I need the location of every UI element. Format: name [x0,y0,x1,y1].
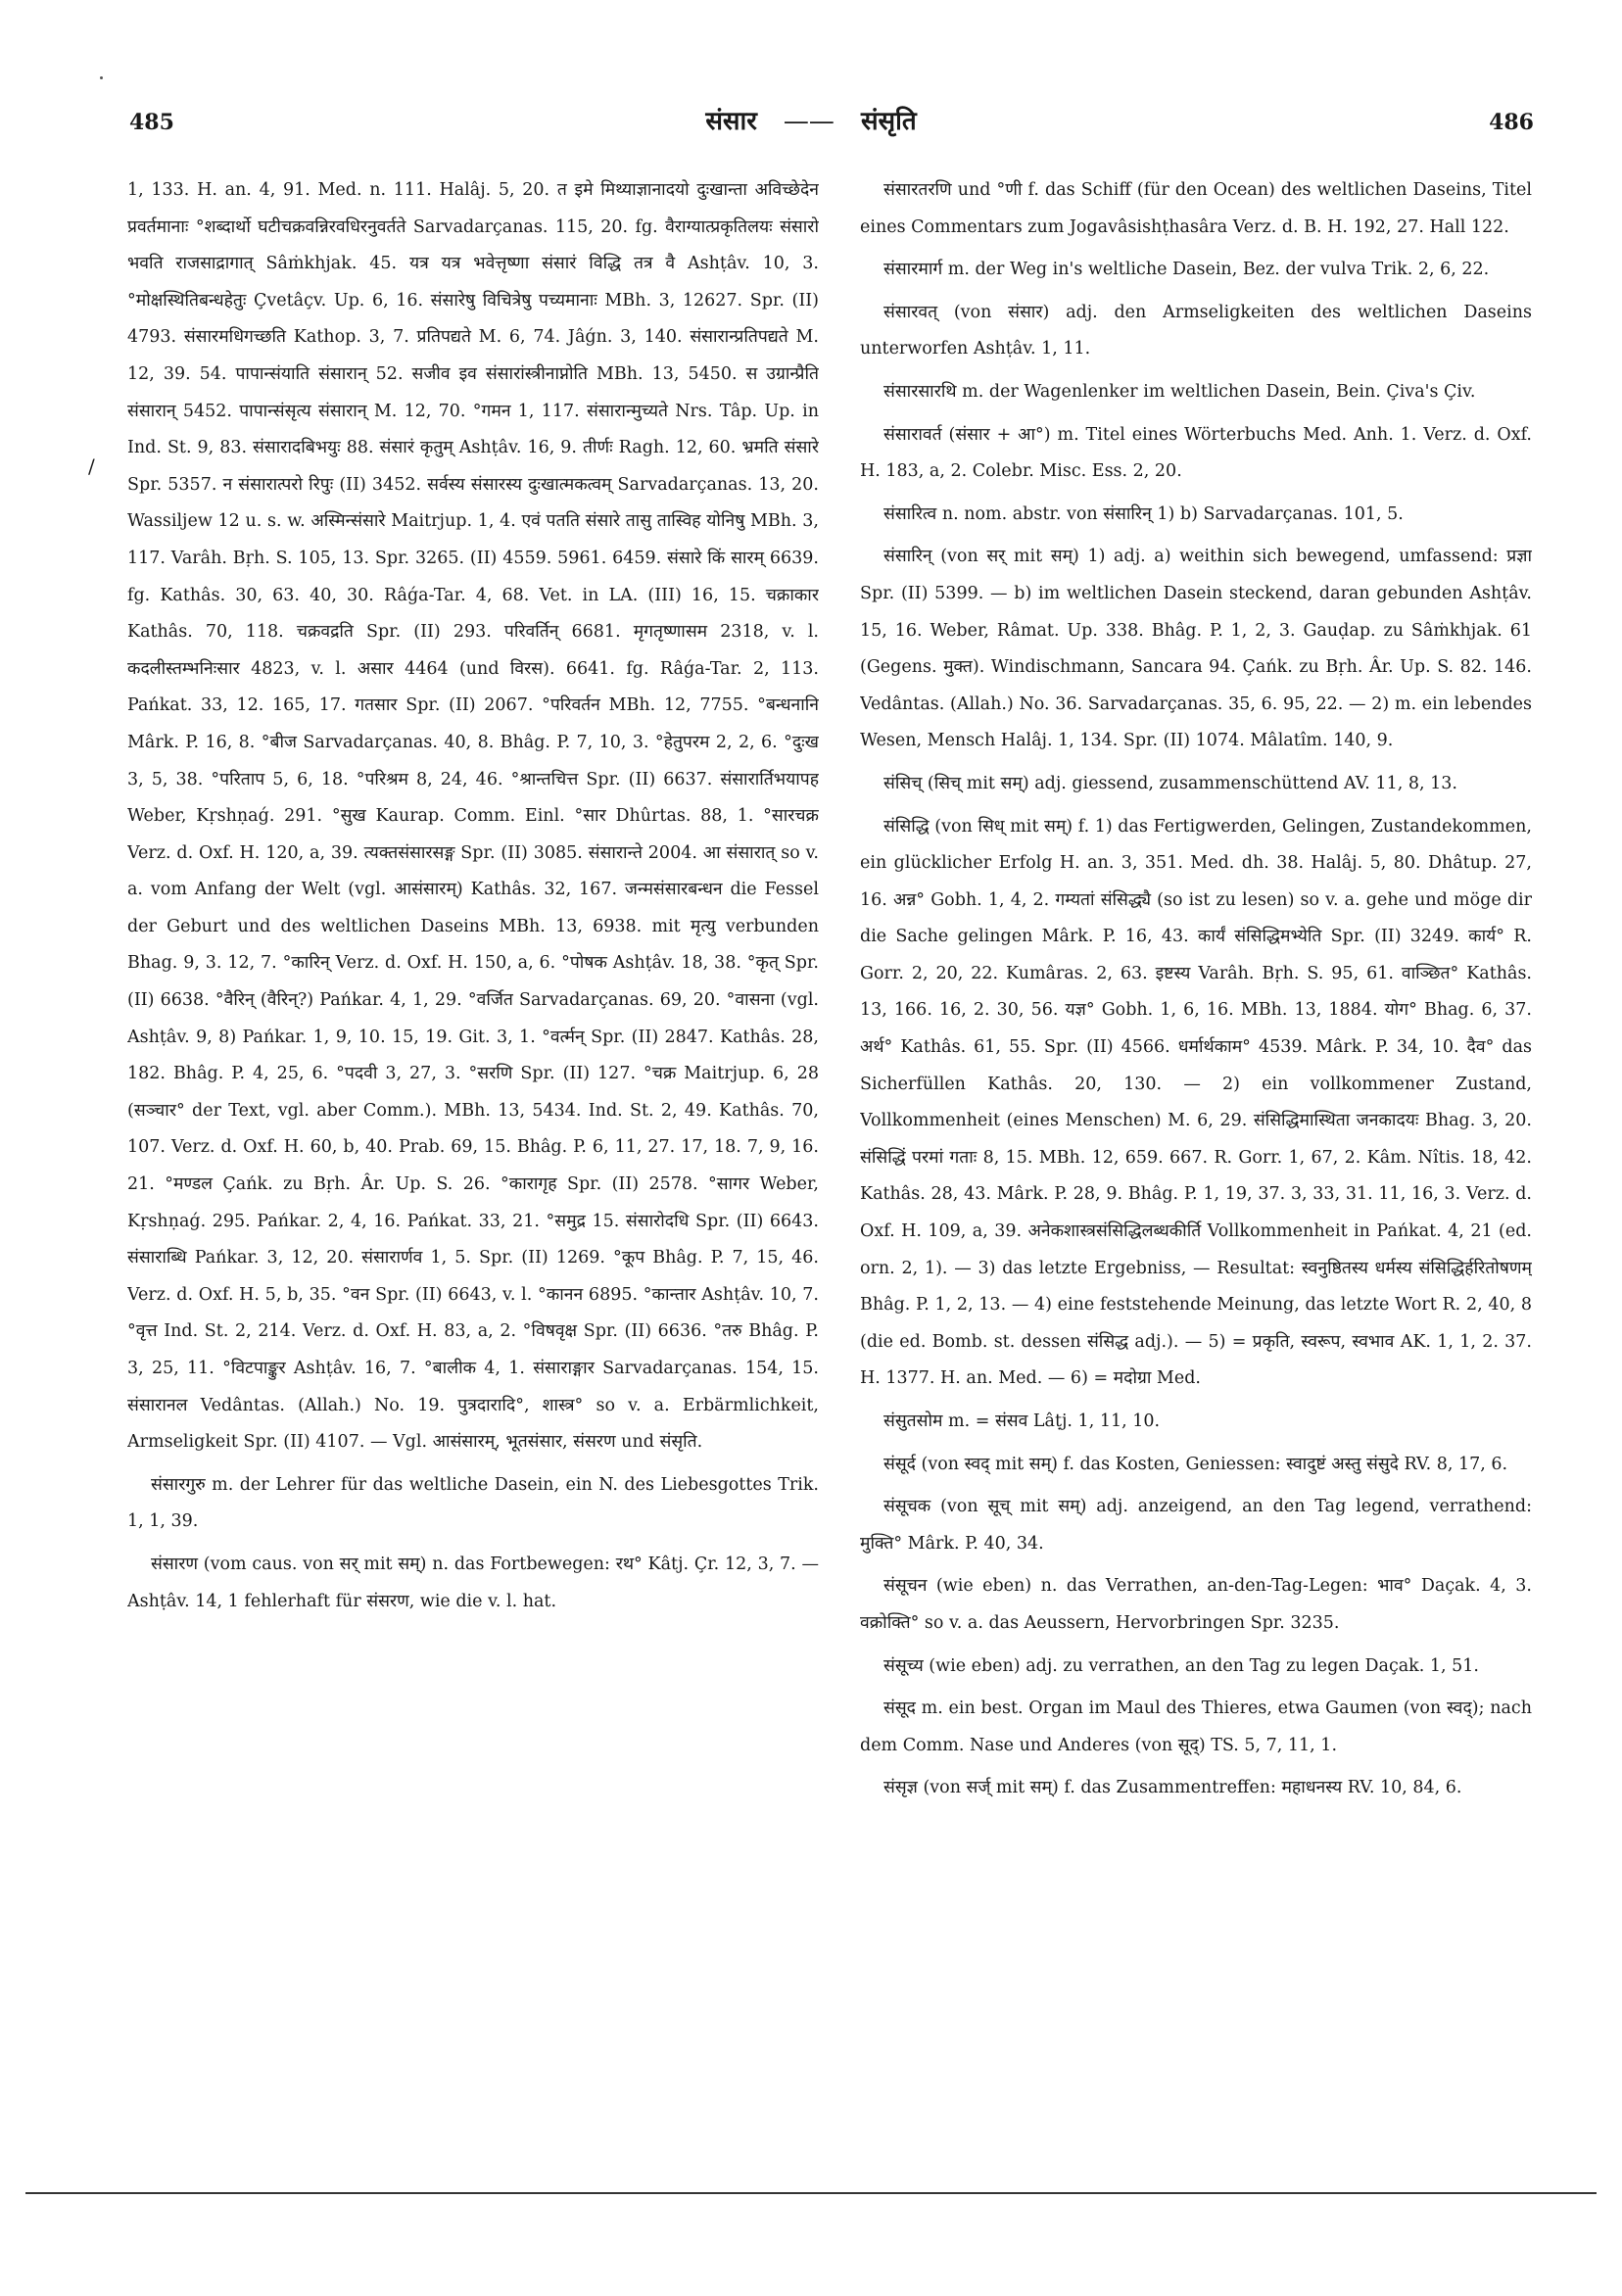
running-head [0,102,1622,137]
speck-mark [100,76,103,79]
page-number-right: 486 [1489,110,1534,135]
entry-paragraph: संसारतरणि und °णी f. das Schiff (für den Ocean) des weltlichen Daseins, Titel eines Commentars zum Jogavâsishṭhasâra Verz. d. B. H. 192, 27. Hall 122. [860,180,1532,237]
running-head-left: संसार [705,107,757,136]
left-column [127,172,819,1965]
right-column [860,172,1532,1965]
entry-paragraph: संसिद्धि (von सिध् mit सम्) f. 1) das Fertigwerden, Gelingen, Zustandekommen, ein glücklicher Erfolg H. an. 3, 351. Med. dh. 38. Halâj. 5, 80. Dhâtup. 27, 16. अन्न° Gobh. 1, 4, 2. गम्यतां संसिद्ध्यै (so ist zu lesen) so v. a. gehe und möge dir die Sache gelingen Mârk. P. 16, 43. कार्यं संसिद्धिमभ्येति Spr. (II) 3249. कार्य° R. Gorr. 2, 20, 22. Kumâras. 2, 63. इष्टस्य Varâh. Bṛh. S. 95, 61. वाञ्छित° Kathâs. 13, 166. 16, 2. 30, 56. यज्ञ° Gobh. 1, 6, 16. MBh. 13, 1884. योग° Bhag. 6, 37. अर्थ° Kathâs. 61, 55. Spr. (II) 4566. धर्मार्थकाम° 4539. Mârk. P. 34, 10. दैव° das Sicherfüllen Kathâs. 20, 130. — 2) ein vollkommener Zustand, Vollkommenheit (eines Menschen) M. 6, 29. संसिद्धिमास्थिता जनकादयः Bhag. 3, 20. संसिद्धिं परमां गताः 8, 15. MBh. 12, 659. 667. R. Gorr. 1, 67, 2. Kâm. Nîtis. 18, 42. Kathâs. 28, 43. Mârk. P. 28, 9. Bhâg. P. 1, 19, 37. 3, 33, 31. 11, 16, 3. Verz. d. Oxf. H. 109, a, 39. अनेकशास्त्रसंसिद्धिलब्धकीर्ति Vollkommenheit in Pańkat. 4, 21 (ed. orn. 2, 1). — 3) das letzte Ergebniss, — Resultat: स्वनुष्ठितस्य धर्मस्य संसिद्धिर्हरितोषणम् Bhâg. P. 1, 2, 13. — 4) eine feststehende Meinung, das letzte Wort R. 2, 40, 8 (die ed. Bomb. st. dessen संसिद्ध adj.). — 5) = प्रकृति, स्वरूप, स्वभाव AK. 1, 1, 2. 37. H. 1377. H. an. Med. — 6) = मदोग्रा Med. [860,816,1532,1389]
margin-mark: / [88,454,95,478]
entry-paragraph: संसारित्व n. nom. abstr. von संसारिन् 1) b) Sarvadarçanas. 101, 5. [883,503,1404,524]
entry-paragraph: संसूचन (wie eben) n. das Verrathen, an-den-Tag-Legen: भाव° Daçak. 4, 3. वक्रोक्ति° so v. a. das Aeussern, Hervorbringen Spr. 3235. [860,1576,1532,1633]
running-head-dash: —— [783,107,835,136]
entry-paragraph: संसूद m. ein best. Organ im Maul des Thieres, etwa Gaumen (von स्वद्); nach dem Comm. Nase und Anderes (von सूद्) TS. 5, 7, 11, 1. [860,1698,1532,1755]
entry-paragraph: संसारावर्त (संसार + आ°) m. Titel eines Wörterbuchs Med. Anh. 1. Verz. d. Oxf. H. 183, a, 2. Colebr. Misc. Ess. 2, 20. [860,424,1532,482]
entry-paragraph: संसृज्ञ (von सर्ज् mit सम्) f. das Zusammentreffen: महाधनस्य RV. 10, 84, 6. [883,1778,1462,1798]
entry-paragraph: संसारगुरु m. der Lehrer für das weltliche Dasein, ein N. des Liebesgottes Trik. 1, 1, 39. [127,1474,819,1532]
entry-paragraph: संसुतसोम m. = संसव Lâṭj. 1, 11, 10. [883,1411,1161,1431]
entry-paragraph: संसूर्द (von स्वद् mit सम्) f. das Kosten, Geniessen: स्वादुष्टं अस्तु संसुदे RV. 8, 17, 6. [883,1454,1508,1474]
entry-paragraph: संसारिन् (von सर् mit सम्) 1) adj. a) weithin sich bewegend, umfassend: प्रज्ञा Spr. (II) 5399. — b) im weltlichen Dasein steckend, daran gebunden Ashṭâv. 15, 16. Weber, Râmat. Up. 338. Bhâg. P. 1, 2, 3. Gauḍap. zu Sâṁkhjak. 61 (Gegens. मुक्त). Windischmann, Sancara 94. Çańk. zu Bṛh. Âr. Up. S. 82. 146. Vedântas. (Allah.) No. 36. Sarvadarçanas. 35, 6. 95, 22. — 2) m. ein lebendes Wesen, Mensch Halâj. 1, 134. Spr. (II) 1074. Mâlatîm. 140, 9. [860,547,1532,751]
running-head-right: संसृति [860,107,917,136]
entry-paragraph: 1, 133. H. an. 4, 91. Med. n. 111. Halâj. 5, 20. त इमे मिथ्याज्ञानादयो दुःखान्ता अविच्छेदेन प्रवर्तमानाः °शब्दार्थो घटीचक्रवन्निरवधिरनुवर्तते Sarvadarçanas. 115, 20. fg. वैराग्यात्प्रकृतिलयः संसारो भवति राजसाद्रागात् Sâṁkhjak. 45. यत्र यत्र भवेत्तृष्णा संसारं विद्धि तत्र वै Ashṭâv. 10, 3. °मोक्षस्थितिबन्धहेतुः Çvetâçv. Up. 6, 16. संसारेषु विचित्रेषु पच्यमानाः MBh. 3, 12627. Spr. (II) 4793. संसारमधिगच्छति Kathop. 3, 7. प्रतिपद्यते M. 6, 74. Jâǵn. 3, 140. संसारान्प्रतिपद्यते M. 12, 39. 54. पापान्संयाति संसारान् 52. सजीव इव संसारांस्त्रीनाप्नोति MBh. 13, 5450. स उग्रान्प्रैति संसारान् 5452. पापान्संसृत्य संसारान् M. 12, 70. °गमन 1, 117. संसारान्मुच्यते Nrs. Tâp. Up. in Ind. St. 9, 83. संसारादबिभयुः 88. संसारं कृतुम् Ashṭâv. 16, 9. तीर्णः Ragh. 12, 60. भ्रमति संसारे Spr. 5357. न संसारात्परो रिपुः (II) 3452. सर्वस्य संसारस्य दुःखात्मकत्वम् Sarvadarçanas. 13, 20. Wassiljew 12 u. s. w. अस्मिन्संसारे Maitrjup. 1, 4. एवं पतति संसारे तासु तास्विह योनिषु MBh. 3, 117. Varâh. Bṛh. S. 105, 13. Spr. 3265. (II) 4559. 5961. 6459. संसारे किं सारम् 6639. fg. Kathâs. 30, 63. 40, 30. Râǵa-Tar. 4, 68. Vet. in LA. (III) 16, 15. चक्राकार Kathâs. 70, 118. चक्रवद्रति Spr. (II) 293. परिवर्तिन् 6681. मृगतृष्णासम 2318, v. l. कदलीस्तम्भनिःसार 4823, v. l. असार 4464 (und विरस). 6641. fg. Râǵa-Tar. 2, 113. Pańkat. 33, 12. 165, 17. गतसार Spr. (II) 2067. °परिवर्तन MBh. 12, 7755. °बन्धनानि Mârk. P. 16, 8. °बीज Sarvadarçanas. 40, 8. Bhâg. P. 7, 10, 3. °हेतुपरम 2, 2, 6. °दुःख 3, 5, 38. °परिताप 5, 6, 18. °परिश्रम 8, 24, 46. °श्रान्तचित्त Spr. (II) 6637. संसारार्तिभयापह Weber, Kṛshṇaǵ. 291. °सुख Kaurap. Comm. Einl. °सार Dhûrtas. 88, 1. °सारचक्र Verz. d. Oxf. H. 120, a, 39. त्यक्तसंसारसङ्ग Spr. (II) 3085. संसारान्ते 2004. आ संसारात् so v. a. vom Anfang der Welt (vgl. आसंसारम्) Kathâs. 32, 167. जन्मसंसारबन्धन die Fessel der Geburt und des weltlichen Daseins MBh. 13, 6938. mit मृत्यु verbunden Bhag. 9, 3. 12, 7. °कारिन् Verz. d. Oxf. H. 150, a, 6. °पोषक Ashṭâv. 18, 38. °कृत् Spr. (II) 6638. °वैरिन् (वैरिन्?) Pańkar. 4, 1, 29. °वर्जित Sarvadarçanas. 69, 20. °वासना (vgl. Ashṭâv. 9, 8) Pańkar. 1, 9, 10. 15, 19. Git. 3, 1. °वर्त्मन् Spr. (II) 2847. Kathâs. 28, 182. Bhâg. P. 4, 25, 6. °पदवी 3, 27, 3. °सरणि Spr. (II) 127. °चक्र Maitrjup. 6, 28 (सञ्चार° der Text, vgl. aber Comm.). MBh. 13, 5434. Ind. St. 2, 49. Kathâs. 70, 107. Verz. d. Oxf. H. 60, b, 40. Prab. 69, 15. Bhâg. P. 6, 11, 27. 17, 18. 7, 9, 16. 21. °मण्डल Çańk. zu Bṛh. Âr. Up. S. 26. °कारागृह Spr. (II) 2578. °सागर Weber, Kṛshṇaǵ. 295. Pańkar. 2, 4, 16. Pańkat. 33, 21. °समुद्र 15. संसारोदधि Spr. (II) 6643. संसाराब्धि Pańkar. 3, 12, 20. संसारार्णव 1, 5. Spr. (II) 1269. °कूप Bhâg. P. 7, 15, 46. Verz. d. Oxf. H. 5, b, 35. °वन Spr. (II) 6643, v. l. °कानन 6895. °कान्तार Ashṭâv. 10, 7. °वृत्त Ind. St. 2, 214. Verz. d. Oxf. H. 83, a, 2. °विषवृक्ष Spr. (II) 6636. °तरु Bhâg. P. 3, 25, 11. °विटपाङ्कुर Ashṭâv. 16, 7. °बालीक 4, 1. संसाराङ्गार Sarvadarçanas. 154, 15. संसारानल Vedântas. (Allah.) No. 19. पुत्रदारादि°, शास्त्र° so v. a. Erbärmlichkeit, Armseligkeit Spr. (II) 4107. — Vgl. आसंसारम्, भूतसंसार, संसरण und संसृति. [127,180,819,1453]
entry-paragraph: संसूच्य (wie eben) adj. zu verrathen, an den Tag zu legen Daçak. 1, 51. [883,1655,1479,1676]
entry-paragraph: संसारसारथि m. der Wagenlenker im weltlichen Dasein, Bein. Çiva's Çiv. [883,381,1476,402]
entry-paragraph: संसारण (vom caus. von सर् mit सम्) n. das Fortbewegen: रथ° Kâtj. Çr. 12, 3, 7. — Ashṭâv. 14, 1 fehlerhaft für संसरण, wie die v. l. hat. [127,1554,819,1611]
page-number-left: 485 [129,110,174,135]
entry-paragraph: संसिच् (सिच् mit सम्) adj. giessend, zusammenschüttend AV. 11, 8, 13. [883,773,1457,793]
entry-paragraph: संसारमार्ग m. der Weg in's weltliche Dasein, Bez. der vulva Trik. 2, 6, 22. [883,260,1490,280]
entry-paragraph: संसूचक (von सूच् mit सम्) adj. anzeigend, an den Tag legend, verrathend: मुक्ति° Mârk. P. 40, 34. [860,1497,1532,1554]
entry-paragraph: संसारवत् (von संसार) adj. den Armseligkeiten des weltlichen Daseins unterworfen Ashṭâv. 1, 11. [860,302,1532,359]
footer-rule [25,2192,1597,2194]
